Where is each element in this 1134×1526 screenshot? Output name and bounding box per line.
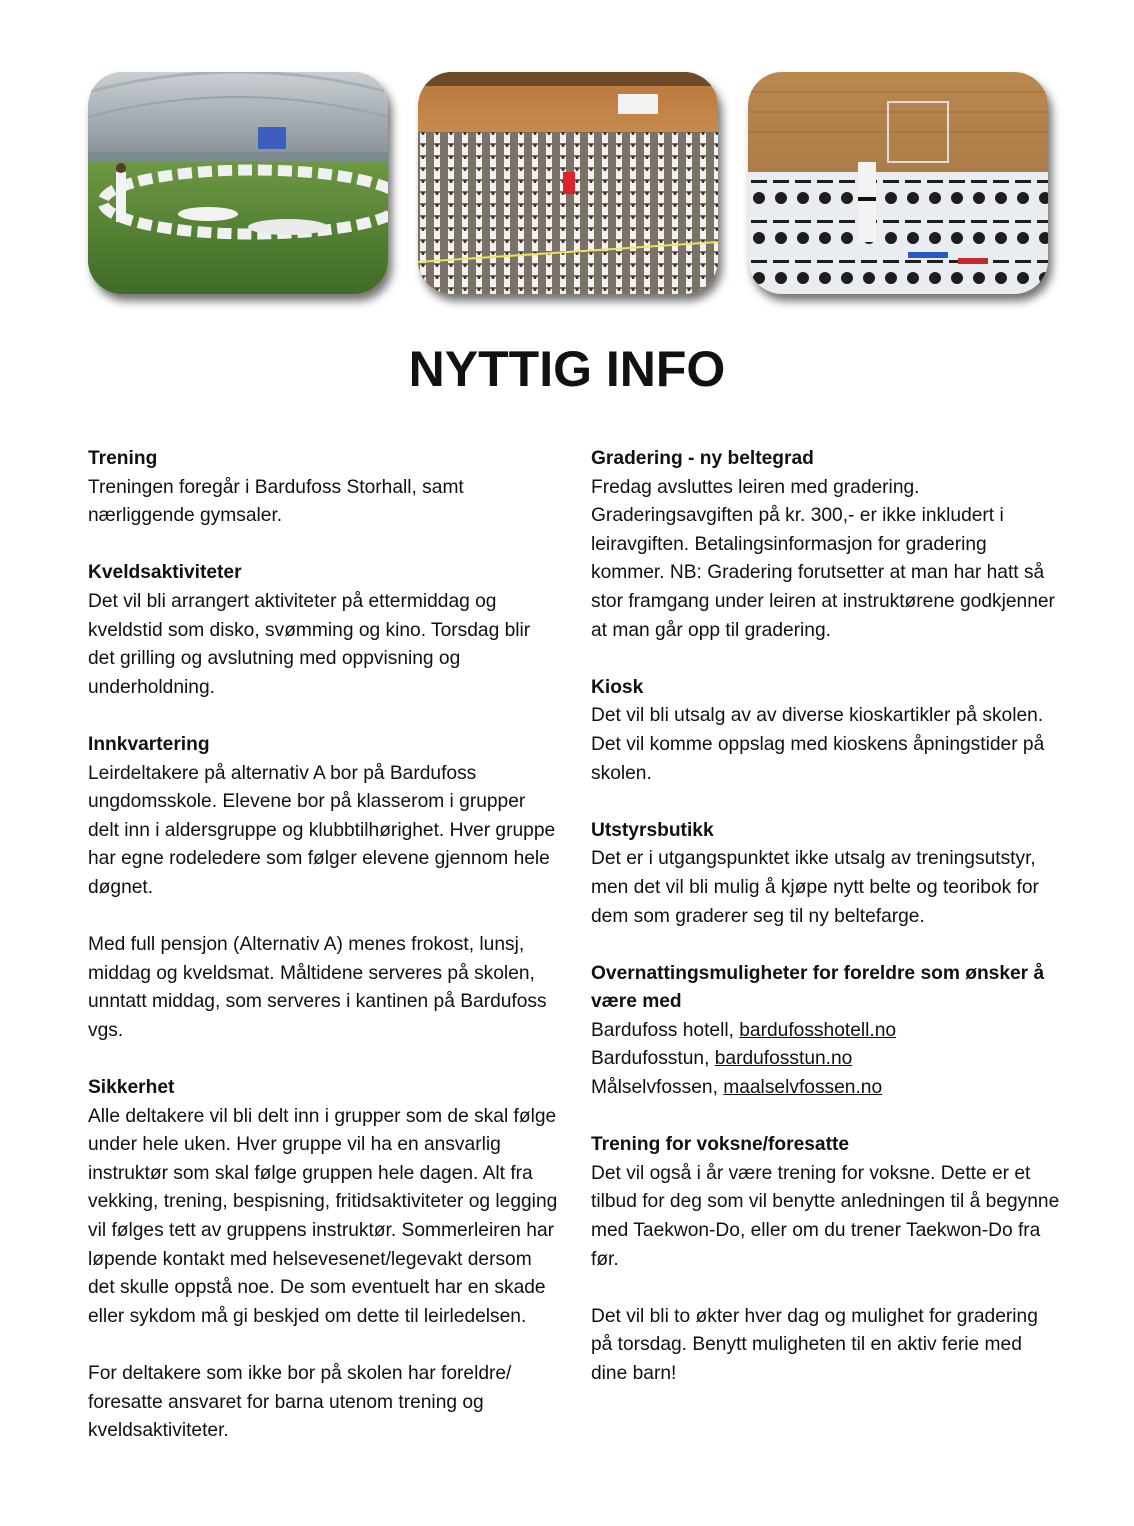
outdoor-field-training-photo	[88, 72, 388, 294]
section-heading: Innkvartering	[88, 733, 210, 755]
lodging-link[interactable]: bardufosstun.no	[714, 1048, 853, 1070]
section-heading: Trening for voksne/foresatte	[591, 1134, 850, 1156]
photo-strip	[88, 72, 1058, 296]
section-text: For deltakere som ikke bor på skolen har foreldre/ foresatte ansvaret for barna utenom trening og kveldsaktiviteter.	[88, 1363, 512, 1442]
sparring-group-photo	[748, 72, 1048, 294]
section-text: Leirdeltakere på alternativ A bor på Bardufoss ungdomsskole. Elevene bor på klasserom i grupper delt inn i aldersgruppe og klubbtilhørighet. Hver gruppe har egne rodeledere som følger elevene gjennom hele døgnet.	[88, 762, 556, 898]
section-heading: Utstyrsbutikk	[591, 819, 714, 841]
left-column	[88, 445, 558, 1474]
section-gradering	[591, 445, 1061, 645]
section-kveldsaktiviteter	[88, 559, 558, 702]
section-text: Det vil også i år være trening for voksne. Dette er et tilbud for deg som vil benytte anledningen til å begynne med Taekwon-Do, eller om du trener Taekwon-Do fra før.	[591, 1162, 1060, 1270]
section-innkvartering	[88, 731, 558, 1046]
lodging-item: Bardufosstun, bardufosstun.no	[591, 1048, 853, 1070]
gym-hall-training-photo	[418, 72, 718, 294]
section-overnatting	[591, 960, 1061, 1103]
section-kiosk	[591, 674, 1061, 788]
lodging-item: Målselvfossen, maalselvfossen.no	[591, 1077, 883, 1099]
page-title: NYTTIG INFO	[408, 341, 726, 397]
section-text: Alle deltakere vil bli delt inn i grupper som de skal følge under hele uken. Hver gruppe vil ha en ansvarlig instruktør som skal følge gruppen hele dagen. Alt fra vekking, trening, bespisning, fritidsaktiviteter og legging vil følges tett av gruppens instruktør. Sommerleiren har løpende kontakt med helsevesenet/legevakt dersom det skulle oppstå noe. De som eventuelt har en skade eller sykdom må gi beskjed om dette til leirledelsen.	[88, 1105, 558, 1327]
section-trening	[88, 445, 558, 531]
section-text: Det vil bli arrangert aktiviteter på ettermiddag og kveldstid som disko, svømming og kino. Torsdag blir det grilling og avslutning med oppvisning og underholdning.	[88, 590, 531, 698]
section-heading: Kiosk	[591, 676, 644, 698]
section-text: Med full pensjon (Alternativ A) menes frokost, lunsj, middag og kveldsmat. Måltidene serveres på skolen, unntatt middag, som serveres i kantinen på Bardufoss vgs.	[88, 934, 547, 1041]
section-heading: Gradering - ny beltegrad	[591, 448, 814, 469]
lodging-link[interactable]: maalselvfossen.no	[723, 1077, 883, 1099]
section-text: Treningen foregår i Bardufoss Storhall, samt nærliggende gymsaler.	[88, 476, 464, 527]
section-heading: Kveldsaktiviteter	[88, 562, 242, 584]
lodging-link[interactable]: bardufosshotell.no	[739, 1019, 897, 1041]
section-sikkerhet	[88, 1074, 558, 1446]
section-text: Fredag avsluttes leiren med gradering. Graderingsavgiften på kr. 300,- er ikke inkludert i leiravgiften. Betalingsinformasjon for gradering kommer. NB: Gradering forutsetter at man har hatt så stor framgang under leiren at instruktørene godkjenner at man går opp til gradering.	[591, 476, 1055, 641]
section-text: Det vil bli utsalg av av diverse kioskartikler på skolen. Det vil komme oppslag med kioskens åpningstider på skolen.	[591, 705, 1045, 784]
section-heading: Sikkerhet	[88, 1077, 175, 1099]
section-text: Det vil bli to økter hver dag og mulighet for gradering på torsdag. Benytt muligheten til en aktiv ferie med dine barn!	[591, 1305, 1038, 1384]
section-heading: Overnattingsmuligheter for foreldre som ønsker å være med	[591, 962, 1045, 1013]
section-voksne	[591, 1131, 1061, 1388]
lodging-item: Bardufoss hotell, bardufosshotell.no	[591, 1019, 897, 1041]
section-heading: Trening	[88, 448, 158, 469]
right-column	[591, 445, 1061, 1417]
section-utstyrsbutikk	[591, 817, 1061, 931]
section-text: Det er i utgangspunktet ikke utsalg av treningsutstyr, men det vil bli mulig å kjøpe nytt belte og teoribok for dem som graderer seg til ny beltefarge.	[591, 848, 1039, 927]
